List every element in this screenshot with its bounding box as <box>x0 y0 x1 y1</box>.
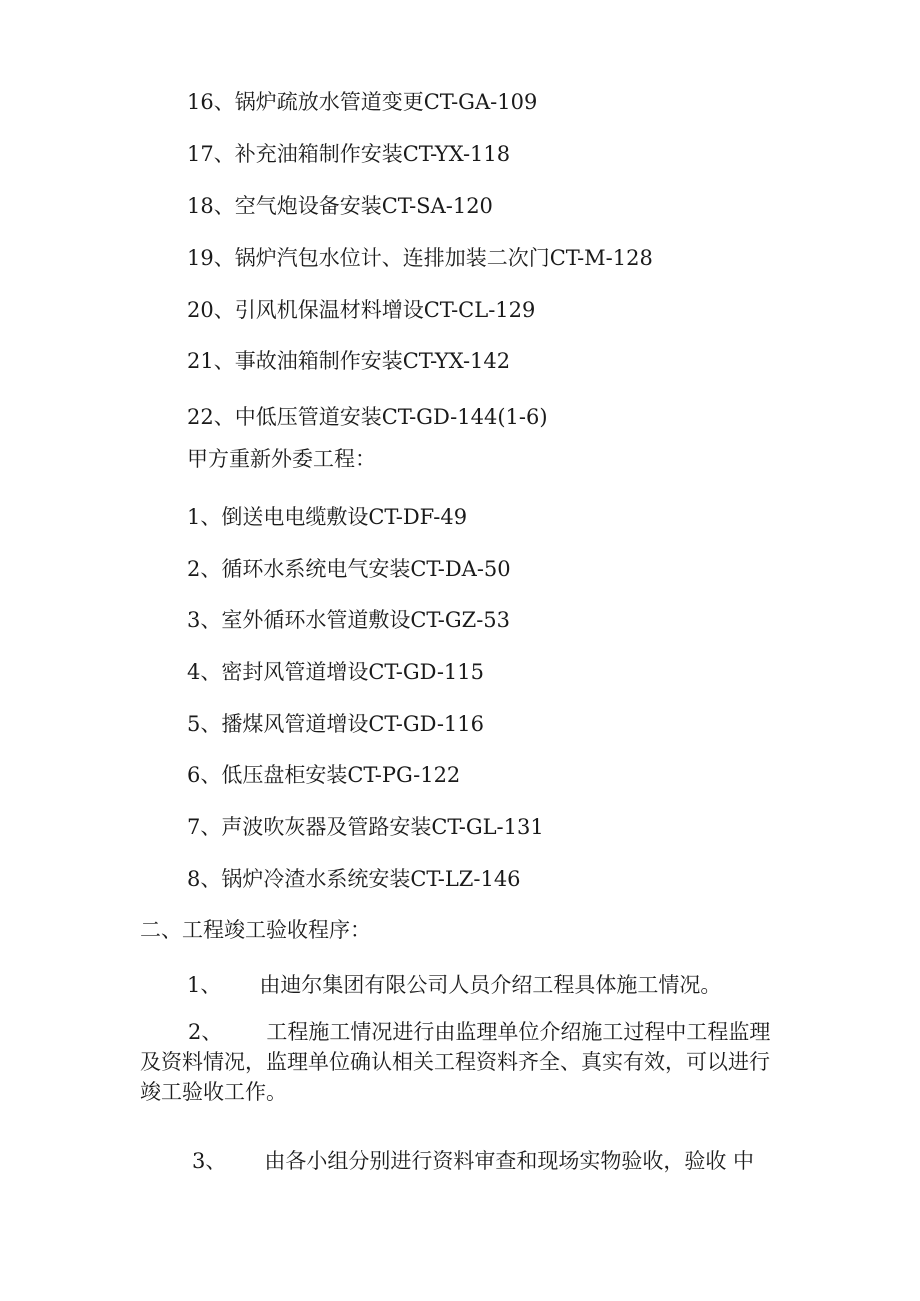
list-item: 7、声波吹灰器及管路安装CT-GL-131 <box>187 815 544 839</box>
list-item: 21、事故油箱制作安装CT-YX-142 <box>187 349 511 373</box>
step-number: 2、 <box>188 1020 223 1044</box>
list-item: 17、补充油箱制作安装CT-YX-118 <box>187 142 511 166</box>
step-text: 工程施工情况进行由监理单位介绍施工过程中工程监理及资料情况，监理单位确认相关工程资料齐全、真实有效，可以进行竣工验收工作。 <box>140 1020 771 1104</box>
list-item: 19、锅炉汽包水位计、连排加装二次门CT-M-128 <box>187 246 653 270</box>
step-text: 由迪尔集团有限公司人员介绍工程具体施工情况。 <box>259 973 722 997</box>
procedure-step <box>192 1148 754 1174</box>
list-item: 8、锅炉冷渣水系统安装CT-LZ-146 <box>187 867 521 891</box>
step-number: 3、 <box>192 1149 227 1173</box>
section-heading-outsourced: 甲方重新外委工程： <box>187 447 376 471</box>
section-heading-acceptance-procedure: 二、工程竣工验收程序： <box>140 918 371 942</box>
list-item: 20、引风机保温材料增设CT-CL-129 <box>187 298 536 322</box>
list-item: 2、循环水系统电气安装CT-DA-50 <box>187 557 511 581</box>
step-text: 由各小组分别进行资料审查和现场实物验收，验收 中 <box>264 1149 755 1173</box>
list-item: 5、播煤风管道增设CT-GD-116 <box>187 712 485 736</box>
list-item: 16、锅炉疏放水管道变更CT-GA-109 <box>187 90 538 114</box>
list-item: 3、室外循环水管道敷设CT-GZ-53 <box>187 608 511 632</box>
list-item: 6、低压盘柜安装CT-PG-122 <box>187 763 461 787</box>
step-number: 1、 <box>187 973 222 997</box>
list-item: 4、密封风管道增设CT-GD-115 <box>187 660 485 684</box>
procedure-step <box>140 1017 790 1107</box>
list-item: 22、中低压管道安装CT-GD-144(1-6) <box>187 405 548 429</box>
procedure-step <box>187 972 721 998</box>
list-item: 18、空气炮设备安装CT-SA-120 <box>187 194 493 218</box>
list-item: 1、倒送电电缆敷设CT-DF-49 <box>187 505 468 529</box>
